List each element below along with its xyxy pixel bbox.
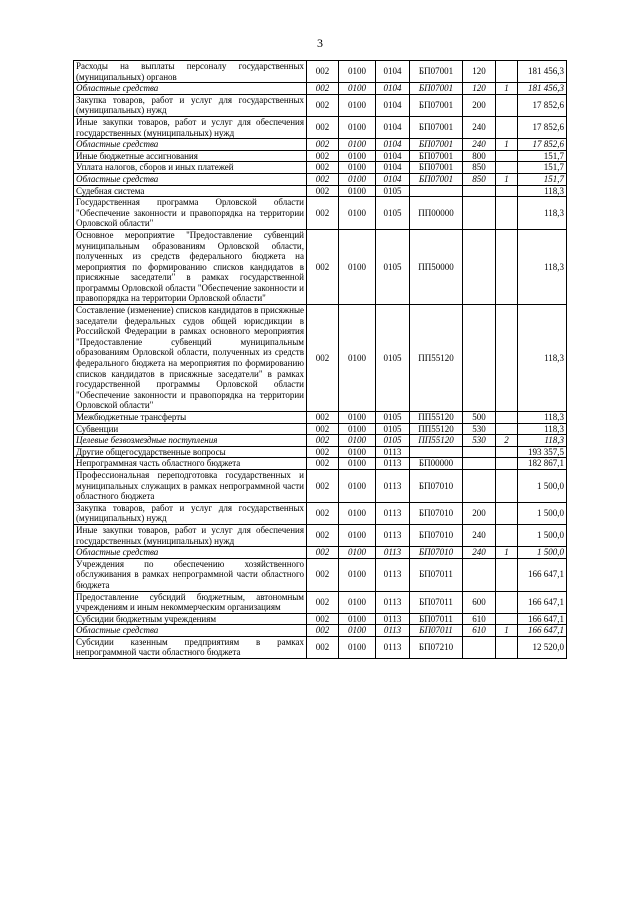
row-source-cell <box>496 469 518 502</box>
row-vr-cell <box>463 469 496 502</box>
table-row <box>74 423 567 435</box>
row-vedomstvo-cell: 002 <box>307 502 339 524</box>
row-source-cell <box>496 613 518 625</box>
row-vedomstvo-cell: 002 <box>307 116 339 138</box>
table-row <box>74 173 567 185</box>
row-sum-cell: 17 852,6 <box>518 139 567 151</box>
row-vedomstvo-cell: 002 <box>307 458 339 470</box>
row-name-cell: Закупка товаров, работ и услуг для государственных (муниципальных) нужд <box>74 94 307 116</box>
row-source-cell <box>496 116 518 138</box>
row-name-cell: Субвенции <box>74 423 307 435</box>
row-podrazdel-cell: 0113 <box>376 625 410 637</box>
row-source-cell <box>496 591 518 613</box>
row-csr-cell: БП07001 <box>410 173 463 185</box>
row-vedomstvo-cell: 002 <box>307 139 339 151</box>
row-csr-cell: БП07010 <box>410 547 463 559</box>
row-csr-cell: БП07001 <box>410 83 463 95</box>
row-name-cell: Другие общегосударственные вопросы <box>74 446 307 458</box>
row-csr-cell: БП07210 <box>410 636 463 658</box>
row-name-cell: Областные средства <box>74 547 307 559</box>
row-source-cell <box>496 150 518 162</box>
row-podrazdel-cell: 0113 <box>376 613 410 625</box>
row-vedomstvo-cell: 002 <box>307 625 339 637</box>
row-razdel-cell: 0100 <box>339 613 376 625</box>
row-name-cell: Субсидии бюджетным учреждениям <box>74 613 307 625</box>
table-row <box>74 625 567 637</box>
row-podrazdel-cell: 0105 <box>376 435 410 447</box>
budget-table <box>73 60 567 659</box>
row-razdel-cell: 0100 <box>339 150 376 162</box>
row-sum-cell: 151,7 <box>518 173 567 185</box>
table-row <box>74 94 567 116</box>
row-csr-cell: ПП55120 <box>410 423 463 435</box>
budget-table-body <box>74 61 567 659</box>
row-source-cell <box>496 524 518 546</box>
row-vr-cell: 240 <box>463 524 496 546</box>
row-vr-cell <box>463 305 496 412</box>
row-source-cell <box>496 458 518 470</box>
row-sum-cell: 118,3 <box>518 197 567 230</box>
table-row <box>74 185 567 197</box>
row-podrazdel-cell: 0105 <box>376 197 410 230</box>
row-name-cell: Профессиональная переподготовка государственных и муниципальных служащих в рамках непрограммной части областного бюджета <box>74 469 307 502</box>
row-name-cell: Целевые безвозмездные поступления <box>74 435 307 447</box>
row-razdel-cell: 0100 <box>339 435 376 447</box>
row-source-cell <box>496 446 518 458</box>
row-name-cell: Судебная система <box>74 185 307 197</box>
row-sum-cell: 181 456,3 <box>518 61 567 83</box>
row-razdel-cell: 0100 <box>339 173 376 185</box>
row-name-cell: Непрограммная часть областного бюджета <box>74 458 307 470</box>
row-podrazdel-cell: 0105 <box>376 229 410 304</box>
row-razdel-cell: 0100 <box>339 423 376 435</box>
row-name-cell: Областные средства <box>74 139 307 151</box>
row-sum-cell: 17 852,6 <box>518 116 567 138</box>
table-row <box>74 524 567 546</box>
row-vr-cell <box>463 458 496 470</box>
row-vr-cell <box>463 636 496 658</box>
row-podrazdel-cell: 0113 <box>376 591 410 613</box>
table-row <box>74 197 567 230</box>
row-sum-cell: 118,3 <box>518 305 567 412</box>
row-csr-cell: БП07001 <box>410 94 463 116</box>
row-razdel-cell: 0100 <box>339 162 376 174</box>
row-vedomstvo-cell: 002 <box>307 423 339 435</box>
table-row <box>74 61 567 83</box>
row-razdel-cell: 0100 <box>339 305 376 412</box>
row-razdel-cell: 0100 <box>339 558 376 591</box>
row-vr-cell <box>463 185 496 197</box>
row-name-cell: Областные средства <box>74 83 307 95</box>
row-csr-cell: ПП50000 <box>410 229 463 304</box>
row-vr-cell: 240 <box>463 139 496 151</box>
row-vr-cell: 610 <box>463 613 496 625</box>
row-name-cell: Закупка товаров, работ и услуг для государственных (муниципальных) нужд <box>74 502 307 524</box>
row-sum-cell: 166 647,1 <box>518 591 567 613</box>
row-razdel-cell: 0100 <box>339 625 376 637</box>
row-sum-cell: 118,3 <box>518 423 567 435</box>
row-csr-cell: БП07010 <box>410 524 463 546</box>
row-source-cell <box>496 558 518 591</box>
row-podrazdel-cell: 0104 <box>376 94 410 116</box>
row-csr-cell: БП07010 <box>410 502 463 524</box>
row-name-cell: Уплата налогов, сборов и иных платежей <box>74 162 307 174</box>
row-vedomstvo-cell: 002 <box>307 446 339 458</box>
row-csr-cell: БП07001 <box>410 162 463 174</box>
row-razdel-cell: 0100 <box>339 83 376 95</box>
row-vedomstvo-cell: 002 <box>307 305 339 412</box>
row-name-cell: Областные средства <box>74 625 307 637</box>
row-vedomstvo-cell: 002 <box>307 150 339 162</box>
row-podrazdel-cell: 0104 <box>376 139 410 151</box>
row-sum-cell: 182 867,1 <box>518 458 567 470</box>
row-sum-cell: 181 456,3 <box>518 83 567 95</box>
row-vr-cell: 240 <box>463 547 496 559</box>
row-vr-cell: 800 <box>463 150 496 162</box>
row-razdel-cell: 0100 <box>339 185 376 197</box>
row-vedomstvo-cell: 002 <box>307 524 339 546</box>
row-sum-cell: 12 520,0 <box>518 636 567 658</box>
row-csr-cell <box>410 185 463 197</box>
row-source-cell <box>496 61 518 83</box>
row-vr-cell: 200 <box>463 94 496 116</box>
row-vedomstvo-cell: 002 <box>307 83 339 95</box>
row-podrazdel-cell: 0113 <box>376 524 410 546</box>
row-razdel-cell: 0100 <box>339 469 376 502</box>
table-row <box>74 435 567 447</box>
row-sum-cell: 118,3 <box>518 229 567 304</box>
row-name-cell: Субсидии казенным предприятиям в рамках непрограммной части областного бюджета <box>74 636 307 658</box>
row-vr-cell <box>463 446 496 458</box>
row-sum-cell: 151,7 <box>518 150 567 162</box>
row-csr-cell: БП07010 <box>410 469 463 502</box>
row-csr-cell: БП07011 <box>410 625 463 637</box>
row-vedomstvo-cell: 002 <box>307 61 339 83</box>
row-source-cell: 1 <box>496 625 518 637</box>
row-sum-cell: 118,3 <box>518 435 567 447</box>
table-row <box>74 139 567 151</box>
row-sum-cell: 118,3 <box>518 412 567 424</box>
row-vedomstvo-cell: 002 <box>307 185 339 197</box>
row-source-cell <box>496 305 518 412</box>
row-source-cell: 1 <box>496 173 518 185</box>
table-row <box>74 458 567 470</box>
row-csr-cell: БП07011 <box>410 613 463 625</box>
row-vr-cell: 850 <box>463 173 496 185</box>
row-name-cell: Учреждения по обеспечению хозяйственного обслуживания в рамках непрограммной части областного бюджета <box>74 558 307 591</box>
row-vr-cell: 530 <box>463 435 496 447</box>
row-sum-cell: 118,3 <box>518 185 567 197</box>
row-podrazdel-cell: 0113 <box>376 502 410 524</box>
row-razdel-cell: 0100 <box>339 446 376 458</box>
row-vr-cell <box>463 558 496 591</box>
row-vr-cell: 500 <box>463 412 496 424</box>
row-source-cell: 1 <box>496 139 518 151</box>
row-name-cell: Государственная программа Орловской области "Обеспечение законности и правопорядка на территории Орловской области" <box>74 197 307 230</box>
row-podrazdel-cell: 0105 <box>376 412 410 424</box>
row-podrazdel-cell: 0113 <box>376 458 410 470</box>
row-source-cell <box>496 636 518 658</box>
row-podrazdel-cell: 0104 <box>376 83 410 95</box>
table-row <box>74 305 567 412</box>
row-source-cell <box>496 229 518 304</box>
row-csr-cell: БП07001 <box>410 139 463 151</box>
row-source-cell <box>496 185 518 197</box>
row-vedomstvo-cell: 002 <box>307 162 339 174</box>
row-vr-cell: 200 <box>463 502 496 524</box>
row-podrazdel-cell: 0113 <box>376 558 410 591</box>
table-row <box>74 446 567 458</box>
row-sum-cell: 1 500,0 <box>518 469 567 502</box>
row-vr-cell: 240 <box>463 116 496 138</box>
row-csr-cell: БП07011 <box>410 591 463 613</box>
table-row <box>74 502 567 524</box>
row-podrazdel-cell: 0105 <box>376 185 410 197</box>
row-razdel-cell: 0100 <box>339 547 376 559</box>
row-razdel-cell: 0100 <box>339 61 376 83</box>
row-csr-cell: БП07011 <box>410 558 463 591</box>
row-csr-cell: ПП55120 <box>410 412 463 424</box>
row-razdel-cell: 0100 <box>339 458 376 470</box>
row-razdel-cell: 0100 <box>339 502 376 524</box>
row-sum-cell: 1 500,0 <box>518 547 567 559</box>
row-podrazdel-cell: 0104 <box>376 150 410 162</box>
table-row <box>74 558 567 591</box>
row-vedomstvo-cell: 002 <box>307 469 339 502</box>
table-row <box>74 469 567 502</box>
row-source-cell <box>496 94 518 116</box>
row-vr-cell: 600 <box>463 591 496 613</box>
row-podrazdel-cell: 0104 <box>376 116 410 138</box>
table-row <box>74 162 567 174</box>
row-sum-cell: 166 647,1 <box>518 613 567 625</box>
row-sum-cell: 1 500,0 <box>518 502 567 524</box>
row-razdel-cell: 0100 <box>339 636 376 658</box>
row-podrazdel-cell: 0105 <box>376 305 410 412</box>
table-row <box>74 613 567 625</box>
row-source-cell: 1 <box>496 547 518 559</box>
row-vr-cell <box>463 197 496 230</box>
table-row <box>74 412 567 424</box>
row-source-cell <box>496 162 518 174</box>
table-row <box>74 116 567 138</box>
row-podrazdel-cell: 0104 <box>376 61 410 83</box>
row-name-cell: Иные закупки товаров, работ и услуг для обеспечения государственных (муниципальных) нужд <box>74 524 307 546</box>
row-source-cell <box>496 423 518 435</box>
row-vedomstvo-cell: 002 <box>307 94 339 116</box>
table-row <box>74 229 567 304</box>
table-row <box>74 547 567 559</box>
row-razdel-cell: 0100 <box>339 116 376 138</box>
row-razdel-cell: 0100 <box>339 139 376 151</box>
table-row <box>74 83 567 95</box>
row-name-cell: Составление (изменение) списков кандидатов в присяжные заседатели федеральных судов общей юрисдикции в Российской Федерации в рамках основного мероприятия "Предоставление субвенций муниципальным образованиям Орловской области, полученных из средств федерального бюджета на мероприятия по формированию списков кандидатов в присяжные заседатели" в рамках государственной программы Орловской области "Обеспечение законности и правопорядка на территории Орловской области" <box>74 305 307 412</box>
row-vedomstvo-cell: 002 <box>307 229 339 304</box>
table-row <box>74 150 567 162</box>
row-csr-cell: БП07001 <box>410 116 463 138</box>
row-sum-cell: 151,7 <box>518 162 567 174</box>
row-vedomstvo-cell: 002 <box>307 558 339 591</box>
row-source-cell <box>496 502 518 524</box>
row-razdel-cell: 0100 <box>339 591 376 613</box>
row-vr-cell: 610 <box>463 625 496 637</box>
row-podrazdel-cell: 0104 <box>376 162 410 174</box>
row-csr-cell <box>410 446 463 458</box>
row-vedomstvo-cell: 002 <box>307 591 339 613</box>
row-podrazdel-cell: 0113 <box>376 636 410 658</box>
row-csr-cell: ПП55120 <box>410 435 463 447</box>
row-sum-cell: 166 647,1 <box>518 558 567 591</box>
row-vedomstvo-cell: 002 <box>307 636 339 658</box>
row-sum-cell: 193 357,5 <box>518 446 567 458</box>
row-vedomstvo-cell: 002 <box>307 197 339 230</box>
row-vedomstvo-cell: 002 <box>307 613 339 625</box>
row-vr-cell: 120 <box>463 61 496 83</box>
row-csr-cell: ПП00000 <box>410 197 463 230</box>
row-csr-cell: БП07001 <box>410 61 463 83</box>
row-vedomstvo-cell: 002 <box>307 547 339 559</box>
row-razdel-cell: 0100 <box>339 412 376 424</box>
row-name-cell: Межбюджетные трансферты <box>74 412 307 424</box>
row-razdel-cell: 0100 <box>339 94 376 116</box>
row-name-cell: Иные закупки товаров, работ и услуг для обеспечения государственных (муниципальных) нужд <box>74 116 307 138</box>
row-name-cell: Основное мероприятие "Предоставление субвенций муниципальным образованиям Орловской области, полученных из средств федерального бюджета на мероприятия по формированию списков кандидатов в присяжные заседатели" в рамках государственной программы Орловской области "Обеспечение законности и правопорядка на территории Орловской области" <box>74 229 307 304</box>
row-name-cell: Иные бюджетные ассигнования <box>74 150 307 162</box>
row-sum-cell: 17 852,6 <box>518 94 567 116</box>
row-vr-cell: 850 <box>463 162 496 174</box>
row-razdel-cell: 0100 <box>339 524 376 546</box>
row-name-cell: Областные средства <box>74 173 307 185</box>
row-name-cell: Расходы на выплаты персоналу государственных (муниципальных) органов <box>74 61 307 83</box>
row-source-cell: 1 <box>496 83 518 95</box>
row-sum-cell: 166 647,1 <box>518 625 567 637</box>
row-podrazdel-cell: 0105 <box>376 423 410 435</box>
row-vr-cell: 120 <box>463 83 496 95</box>
row-source-cell: 2 <box>496 435 518 447</box>
row-csr-cell: БП07001 <box>410 150 463 162</box>
row-csr-cell: БП00000 <box>410 458 463 470</box>
row-podrazdel-cell: 0104 <box>376 173 410 185</box>
row-vedomstvo-cell: 002 <box>307 173 339 185</box>
row-source-cell <box>496 412 518 424</box>
row-razdel-cell: 0100 <box>339 229 376 304</box>
table-row <box>74 636 567 658</box>
row-name-cell: Предоставление субсидий бюджетным, автономным учреждениям и иным некоммерческим организациям <box>74 591 307 613</box>
row-csr-cell: ПП55120 <box>410 305 463 412</box>
row-vr-cell <box>463 229 496 304</box>
row-vedomstvo-cell: 002 <box>307 435 339 447</box>
row-podrazdel-cell: 0113 <box>376 446 410 458</box>
row-vedomstvo-cell: 002 <box>307 412 339 424</box>
row-razdel-cell: 0100 <box>339 197 376 230</box>
row-podrazdel-cell: 0113 <box>376 469 410 502</box>
table-row <box>74 591 567 613</box>
page-number: 3 <box>317 36 323 50</box>
row-sum-cell: 1 500,0 <box>518 524 567 546</box>
row-source-cell <box>496 197 518 230</box>
row-podrazdel-cell: 0113 <box>376 547 410 559</box>
row-vr-cell: 530 <box>463 423 496 435</box>
